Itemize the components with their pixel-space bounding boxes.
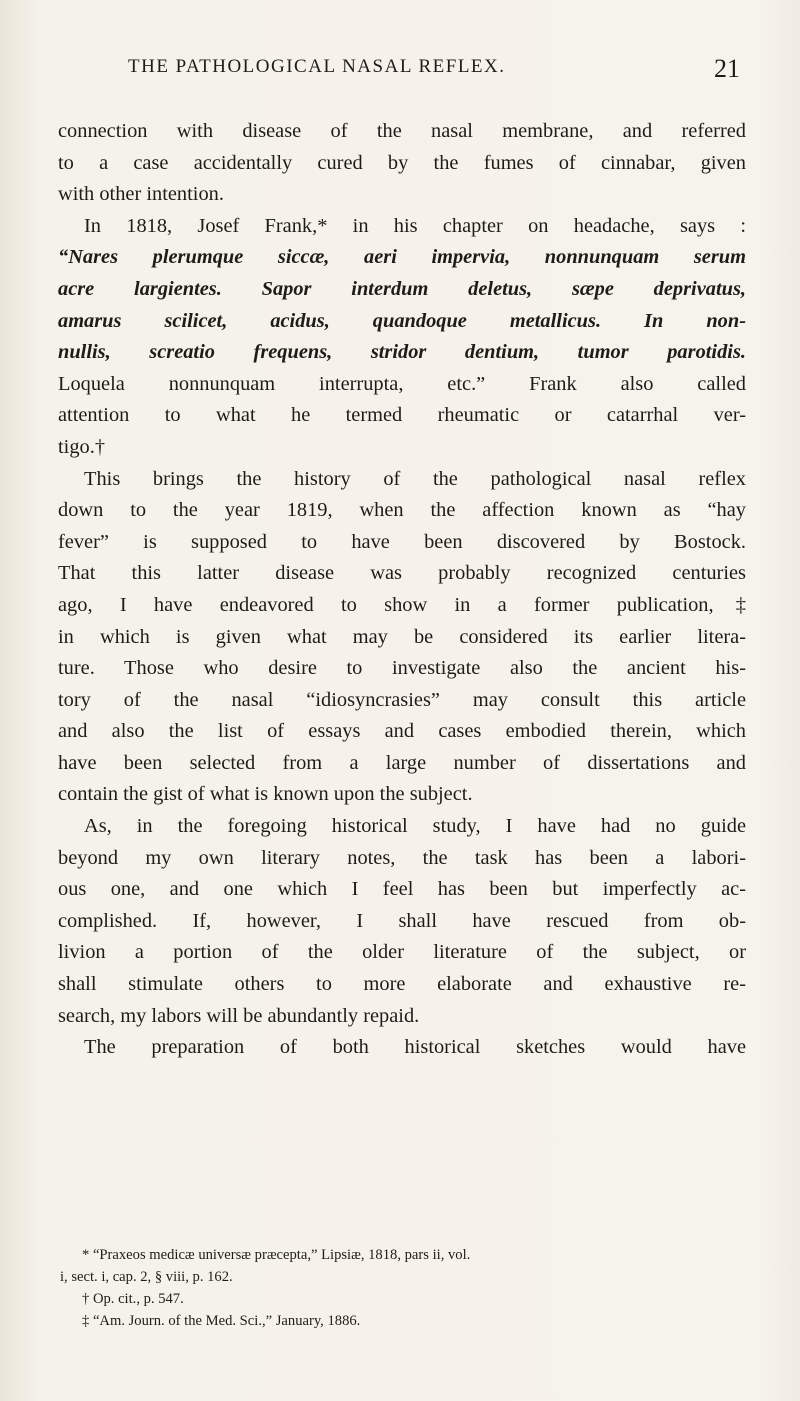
text-line: search, my labors will be abundantly repaid. (58, 1004, 420, 1027)
footnote: ‡ “Am. Journ. of the Med. Sci.,” January, 1886. (82, 1313, 361, 1329)
text-line: ous one, and one which I feel has been but imperfectly ac- (58, 878, 746, 901)
text-line: have been selected from a large number of dissertations and (58, 751, 746, 774)
text-line: livion a portion of the older literature of the subject, or (58, 941, 746, 964)
footnote: † Op. cit., p. 547. (82, 1291, 184, 1307)
text-line: As, in the foregoing historical study, I have had no guide (84, 815, 746, 838)
paragraph-3 (58, 464, 746, 812)
text-line: with other intention. (58, 183, 224, 206)
text-line: shall stimulate others to more elaborate and exhaustive re- (58, 973, 746, 996)
text-line: This brings the history of the pathological nasal reflex (84, 467, 746, 490)
text-line: The preparation of both historical sketches would have (84, 1036, 746, 1059)
text-line: ago, I have endeavored to show in a former publication,‡ (58, 593, 746, 616)
text-line: ture. Those who desire to investigate also the ancient his- (58, 657, 746, 680)
body-text (58, 116, 746, 1064)
running-title: THE PATHOLOGICAL NASAL REFLEX. (128, 56, 506, 77)
text-line: Loquela nonnunquam interrupta, etc.” Frank also called (58, 372, 746, 395)
text-line: in which is given what may be considered its earlier litera- (58, 625, 746, 648)
text-line: “Nares plerumque siccæ, aeri impervia, nonnunquam serum (58, 246, 746, 269)
footnote: i, sect. i, cap. 2, § viii, p. 162. (60, 1269, 233, 1285)
text-line: complished. If, however, I shall have rescued from ob- (58, 909, 746, 932)
running-head (70, 56, 750, 96)
page-number: 21 (714, 54, 740, 83)
text-line: attention to what he termed rheumatic or catarrhal ver- (58, 404, 746, 427)
text-line: to a case accidentally cured by the fumes of cinnabar, given (58, 151, 746, 174)
text-line: down to the year 1819, when the affection known as “hay (58, 499, 746, 522)
text-line: amarus scilicet, acidus, quandoque metallicus. In non- (58, 309, 746, 332)
text-line: acre largientes. Sapor interdum deletus, sæpe deprivatus, (58, 277, 746, 300)
paragraph-2 (58, 211, 746, 464)
text-line: contain the gist of what is known upon the subject. (58, 783, 473, 806)
text-line: In 1818, Josef Frank,* in his chapter on headache, says : (84, 214, 746, 237)
footnotes (60, 1244, 750, 1332)
text-line: nullis, screatio frequens, stridor dentium, tumor parotidis. (58, 341, 746, 364)
text-line: tigo.† (58, 435, 106, 458)
paragraph-1 (58, 116, 746, 211)
text-line: beyond my own literary notes, the task has been a labori- (58, 846, 746, 869)
text-line: connection with disease of the nasal membrane, and referred (58, 120, 746, 142)
paragraph-4 (58, 811, 746, 1032)
paragraph-5 (58, 1032, 746, 1064)
text-line: That this latter disease was probably recognized centuries (58, 562, 746, 585)
text-line: and also the list of essays and cases embodied therein, which (58, 720, 746, 743)
footnote: * “Praxeos medicæ universæ præcepta,” Lipsiæ, 1818, pars ii, vol. (82, 1247, 471, 1263)
text-line: tory of the nasal “idiosyncrasies” may consult this article (58, 688, 746, 711)
text-line: fever” is supposed to have been discovered by Bostock. (58, 530, 746, 553)
